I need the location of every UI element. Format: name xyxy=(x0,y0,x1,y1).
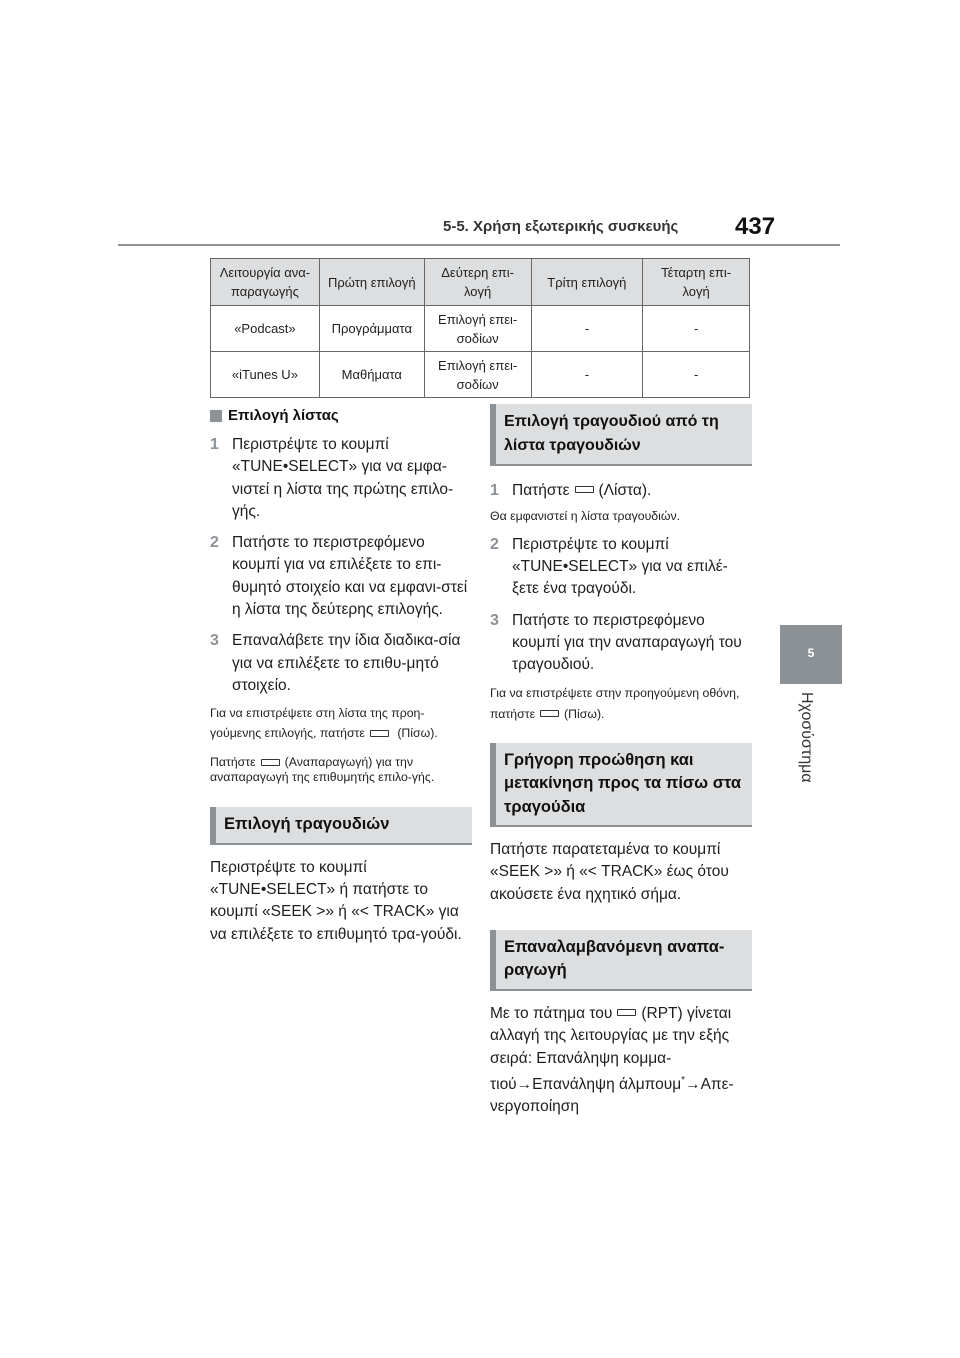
chapter-label: Ηχοσύστημα xyxy=(798,692,815,783)
back-note-suffix: (Πίσω). xyxy=(397,726,438,741)
step-text: Περιστρέψτε το κουμπί «TUNE•SELECT» για να εμφα-νιστεί η λίστα της πρώτης επιλο-γής. xyxy=(232,436,454,520)
header-text: Δεύτερη επι- λογή xyxy=(441,265,514,299)
list-step-1 xyxy=(210,434,472,523)
step1-suffix: (Λίστα). xyxy=(598,482,652,499)
table-cell: - xyxy=(531,352,643,398)
table-header-cell xyxy=(424,259,531,306)
from-list-section-heading xyxy=(490,404,752,466)
repeat-text xyxy=(490,1003,752,1119)
previous-screen-suffix: (Πίσω). xyxy=(564,706,605,721)
play-note-prefix: Πατήστε xyxy=(210,755,256,770)
step-number: 2 xyxy=(490,535,499,553)
from-list-step-1 xyxy=(490,480,752,502)
options-table xyxy=(210,258,750,398)
square-bullet-icon xyxy=(210,410,222,422)
table-cell: - xyxy=(531,306,643,352)
header-text: Λειτουργία ανα- παραγωγής xyxy=(219,265,311,299)
table-row xyxy=(211,306,750,352)
table-cell: Επιλογή επει- σοδίων xyxy=(424,306,531,352)
previous-screen-text: Για να επιστρέψετε στην προηγούμενη οθόνη, πατήστε xyxy=(490,685,740,721)
list-step-2 xyxy=(210,532,472,621)
chapter-tab: 5 xyxy=(780,625,842,684)
play-note xyxy=(210,755,472,785)
from-list-heading-text: Επιλογή τραγουδιού από τη λίστα τραγουδιών xyxy=(504,413,719,454)
back-note xyxy=(210,703,472,743)
left-column xyxy=(210,404,472,946)
section-title: 5-5. Χρήση εξωτερικής συσκευής xyxy=(443,218,679,235)
header-divider xyxy=(118,244,840,246)
table-header-cell xyxy=(319,259,424,306)
back-note-text: Για να επιστρέψετε στη λίστα της προη-γούμενης επιλογής, πατήστε xyxy=(210,706,425,741)
button-icon xyxy=(575,486,594,493)
list-shown-note: Θα εμφανιστεί η λίστα τραγουδιών. xyxy=(490,509,681,524)
step-text: Πατήστε το περιστρεφόμενο κουμπί για την αναπαραγωγή του τραγουδιού. xyxy=(512,611,742,674)
button-icon xyxy=(617,1009,636,1016)
step-number: 3 xyxy=(490,611,499,629)
table-cell: «iTunes U» xyxy=(211,352,320,398)
button-icon xyxy=(261,759,280,766)
table-header-cell xyxy=(211,259,320,306)
step-text: Επαναλάβετε την ίδια διαδικα-σία για να επιλέξετε το επιθυ-μητό στοιχείο. xyxy=(232,632,461,694)
fast-forward-text: Πατήστε παρατεταμένα το κουμπί «SEEK >» ή «< TRACK» έως ότου ακούσετε ένα ηχητικό σήμα. xyxy=(490,841,729,903)
page-number: 437 xyxy=(735,213,776,240)
repeat-off: Απε-νεργοποίηση xyxy=(490,1076,734,1116)
play-note-text: (Αναπαραγωγή) για την αναπαραγωγή της επιθυμητής επιλο-γής. xyxy=(210,755,435,785)
repeat-body: (RPT) γίνεται αλλαγή της λειτουργίας με την εξής σειρά: Επανάληψη κομμα-τιού xyxy=(490,1004,732,1094)
step-number: 3 xyxy=(210,632,219,650)
button-icon xyxy=(370,730,389,737)
header-text: Τρίτη επιλογή xyxy=(547,274,627,290)
table-cell: - xyxy=(643,352,750,398)
list-step-3 xyxy=(210,630,472,697)
repeat-section-heading xyxy=(490,930,752,991)
header-text: Τέταρτη επι- λογή xyxy=(661,265,732,299)
list-select-heading-text: Επιλογή λίστας xyxy=(228,407,339,424)
step-number: 1 xyxy=(490,482,499,499)
table-cell: Προγράμματα xyxy=(319,306,424,352)
table-header-cell xyxy=(643,259,750,306)
step-number: 2 xyxy=(210,534,219,552)
step-text: Περιστρέψτε το κουμπί «TUNE•SELECT» για να επιλέ-ξετε ένα τραγούδι. xyxy=(512,535,728,598)
table-cell: Μαθήματα xyxy=(319,352,424,398)
previous-screen-note xyxy=(490,683,752,725)
step-text: Πατήστε το περιστρεφόμενο κουμπί για να επιλέξετε το επι-θυμητό στοιχείο και να εμφανι-στεί η λίστα της δεύτερης επιλογής. xyxy=(232,534,468,619)
repeat-album: Επανάληψη άλμπουμ xyxy=(532,1076,682,1094)
song-select-section-heading xyxy=(210,807,472,845)
table-cell: Επιλογή επει- σοδίων xyxy=(424,352,531,398)
song-select-text: Περιστρέψτε το κουμπί «TUNE•SELECT» ή πατήστε το κουμπί «SEEK >» ή «< TRACK» για να επιλέξετε το επιθυμητό τρα-γούδι. xyxy=(210,858,462,943)
table-cell: - xyxy=(643,306,750,352)
from-list-step-3 xyxy=(490,610,752,677)
list-select-heading xyxy=(210,404,472,428)
footnote-star: * xyxy=(681,1074,686,1086)
step-text xyxy=(512,480,752,502)
repeat-prefix: Με το πάτημα του xyxy=(490,1004,613,1022)
from-list-step-2 xyxy=(490,534,752,601)
table-row xyxy=(211,352,750,398)
button-icon xyxy=(540,710,559,717)
header-text: Πρώτη επιλογή xyxy=(327,274,416,290)
repeat-heading-text: Επαναλαμβανόμενη αναπα-ραγωγή xyxy=(504,937,725,980)
table-cell: «Podcast» xyxy=(211,306,320,352)
right-column xyxy=(490,404,752,1119)
arrow-icon: → xyxy=(516,1076,533,1094)
table-header-cell xyxy=(531,259,643,306)
fast-forward-section-heading xyxy=(490,743,752,828)
step-number: 1 xyxy=(210,436,219,453)
fast-forward-heading-text: Γρήγορη προώθηση και μετακίνηση προς τα πίσω στα τραγούδια xyxy=(504,750,742,816)
step1-prefix: Πατήστε xyxy=(512,482,570,499)
arrow-icon: → xyxy=(685,1076,701,1094)
song-select-heading-text: Επιλογή τραγουδιών xyxy=(224,815,390,834)
table-header-row xyxy=(211,259,750,306)
